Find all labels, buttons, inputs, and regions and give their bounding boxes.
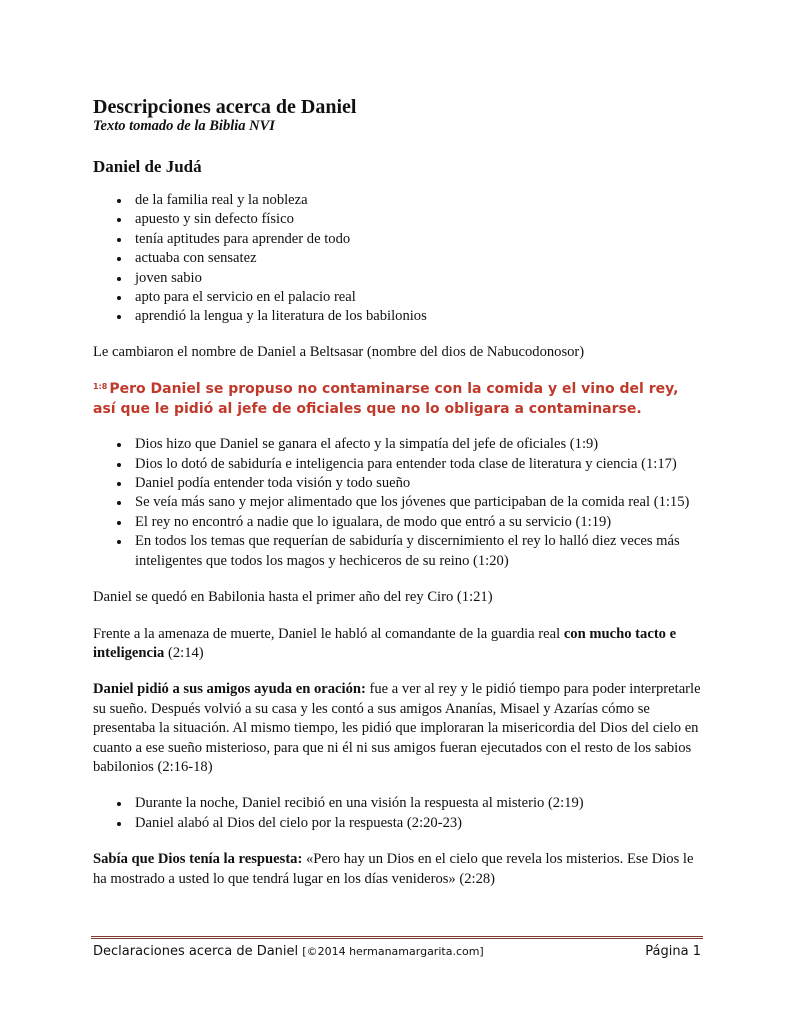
list-item: • joven sabio: [131, 269, 703, 288]
prayer-paragraph: [93, 680, 703, 777]
list-item: • aprendió la lengua y la literatura de los babilonios: [131, 307, 703, 326]
answer-paragraph: [93, 850, 703, 889]
list-item: • Daniel alabó al Dios del cielo por la respuesta (2:20-23): [131, 814, 703, 833]
threat-reference: (2:14): [164, 644, 204, 661]
verse-text: Pero Daniel se propuso no contaminarse con la comida y el vino del rey, así que le pidió al jefe de oficiales que no lo obligara a contaminarse.: [93, 381, 679, 418]
footer-title: Declaraciones acerca de Daniel: [93, 944, 299, 959]
threat-emphasis: con mucho tacto e inteligencia: [93, 625, 677, 661]
list-item: • Dios lo dotó de sabiduría e inteligencia para entender toda clase de literatura y ciencia (1:17): [131, 455, 703, 474]
list-item: • actuaba con sensatez: [131, 249, 703, 268]
name-change-paragraph: Le cambiaron el nombre de Daniel a Beltsasar (nombre del dios de Nabucodonosor): [93, 343, 585, 360]
threat-paragraph: [93, 625, 703, 664]
document-title: Descripciones acerca de Daniel: [93, 96, 357, 118]
list-item: • Se veía más sano y mejor alimentado que los jóvenes que participaban de la comida real (1:15): [131, 493, 703, 512]
prayer-lead: Daniel pidió a sus amigos ayuda en oración:: [93, 681, 366, 698]
list-item: • En todos los temas que requerían de sabiduría y discernimiento el rey lo halló diez veces más inteligentes que todos los magos y hechiceros de su reino (1:20): [131, 532, 703, 571]
list-item: • Durante la noche, Daniel recibió en una visión la respuesta al misterio (2:19): [131, 794, 703, 813]
footer-copyright: [©2014 hermanamargarita.com]: [302, 945, 484, 958]
list-item: • Daniel podía entender toda visión y todo sueño: [131, 474, 703, 493]
document-page: [93, 96, 703, 889]
list-item: • Dios hizo que Daniel se ganara el afecto y la simpatía del jefe de oficiales (1:9): [131, 435, 703, 454]
answer-lead: Sabía que Dios tenía la respuesta:: [93, 851, 303, 868]
attributes-list: [93, 191, 703, 327]
prayer-text: fue a ver al rey y le pidió tiempo para poder interpretarle su sueño. Después volvió a su casa y les contó a sus amigos Ananías, Misael y Azarías cómo se presentaba la situación. Al mismo tiempo, les pidió que imploraran la misericordia del Dios del cielo en cuanto a ese sueño misterioso, para que ni él ni sus amigos fueran ejecutados con el resto de los sabios babilonios (2:16-18): [93, 681, 701, 775]
footer-divider: [91, 936, 703, 939]
answer-text: «Pero hay un Dios en el cielo que revela los misterios. Ese Dios le ha mostrado a usted lo que tendrá lugar en los días venideros» (2:28): [93, 851, 694, 887]
blessings-list: [93, 435, 703, 571]
verse-quote: [93, 379, 703, 419]
verse-reference: 1:8: [93, 382, 108, 392]
list-item: • apto para el servicio en el palacio real: [131, 288, 703, 307]
list-item: • tenía aptitudes para aprender de todo: [131, 230, 703, 249]
document-subtitle: Texto tomado de la Biblia NVI: [93, 118, 275, 134]
page-number: Página 1: [645, 944, 701, 959]
list-item: • de la familia real y la nobleza: [131, 191, 703, 210]
list-item: • apuesto y sin defecto físico: [131, 210, 703, 229]
section-title: Daniel de Judá: [93, 157, 202, 176]
vision-list: [93, 794, 703, 833]
page-footer: [93, 944, 701, 959]
footer-left: [93, 944, 484, 959]
list-item: • El rey no encontró a nadie que lo igualara, de modo que entró a su servicio (1:19): [131, 513, 703, 532]
threat-text: Frente a la amenaza de muerte, Daniel le habló al comandante de la guardia real: [93, 625, 564, 642]
babylon-paragraph: Daniel se quedó en Babilonia hasta el primer año del rey Ciro (1:21): [93, 589, 493, 606]
